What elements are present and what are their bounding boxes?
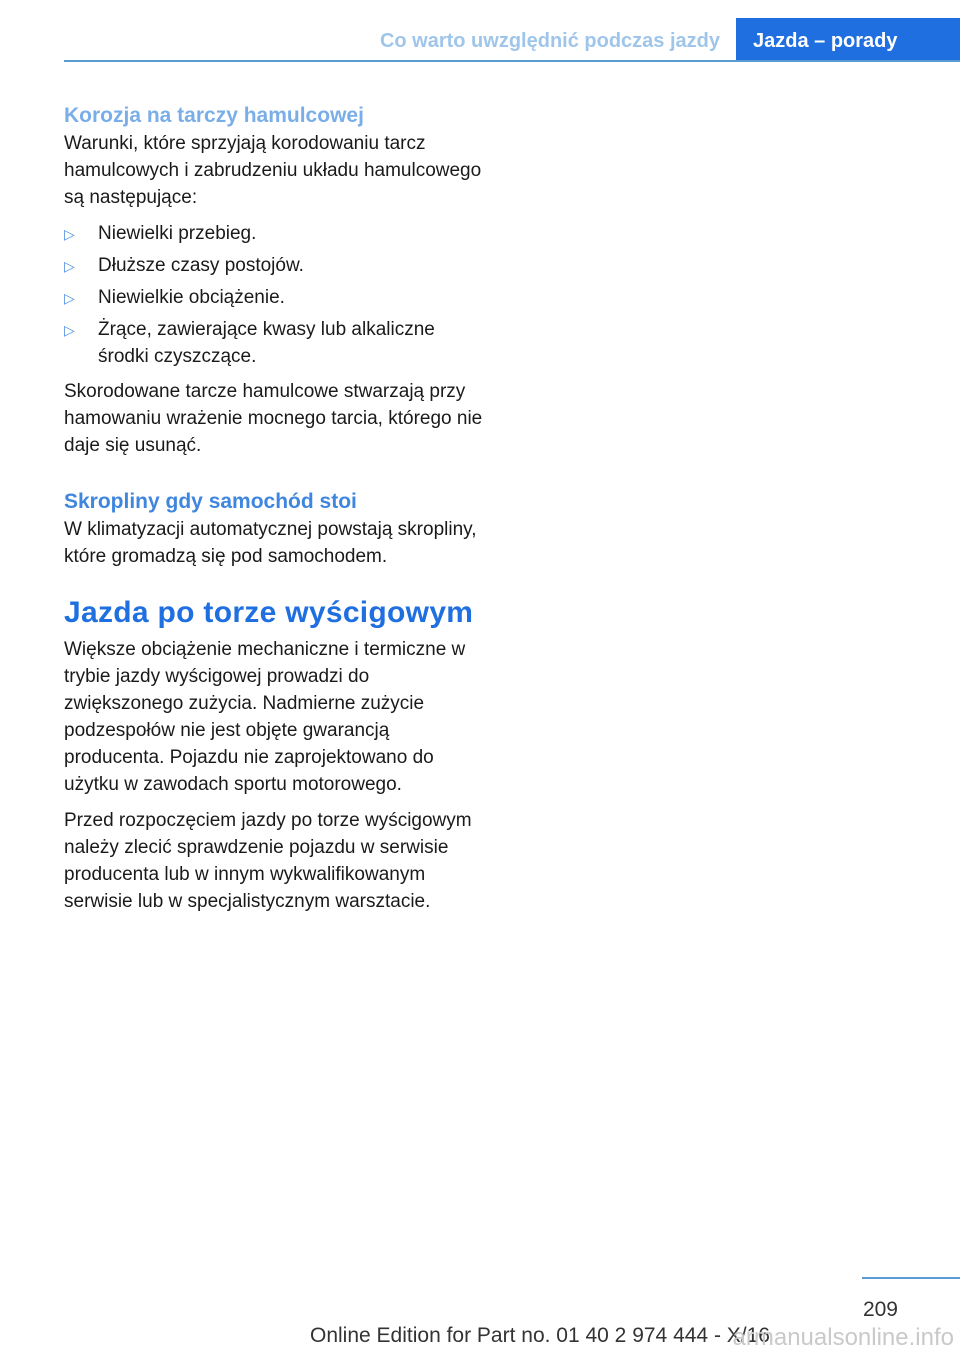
list-item: ▷ Niewielki przebieg. [64,220,484,247]
paragraph-brake-intro: Warunki, które sprzyjają korodowaniu tarcz hamulcowych i zabrudzeniu układu hamulcowego są następujące: [64,133,482,208]
heading-condensation: Skropliny gdy samochód stoi [64,490,357,513]
paragraph-race-track-2: Przed rozpoczęciem jazdy po torze wyścigowym należy zlecić sprawdzenie pojazdu w serwisie producenta lub w innym wykwalifikowanym serwisie lub w specjalistycznym warsztacie. [64,810,472,912]
page-header [0,0,960,62]
section-tab: Jazda – porady [736,18,960,60]
header-rule [64,60,960,62]
chapter-title: Co warto uwzględnić podczas jazdy [379,30,720,52]
triangle-right-icon: ▷ [64,258,75,274]
paragraph-brake-outro: Skorodowane tarcze hamulcowe stwarzają przy hamowaniu wrażenie mocnego tarcia, którego nie daje się usunąć. [64,381,483,456]
edition-note: Online Edition for Part no. 01 40 2 974 444 - X/16 [310,1324,770,1347]
watermark: armanualsonline.info [732,1324,954,1351]
list-item: ▷ Dłuższe czasy postojów. [64,252,484,279]
heading-brake-corrosion: Korozja na tarczy hamulcowej [64,104,364,127]
list-item: ▷ Niewielkie obciążenie. [64,284,484,311]
page-number: 209 [862,1298,898,1321]
page-content [64,100,484,924]
page-footer [0,1272,960,1362]
bullet-list [64,220,484,370]
triangle-right-icon: ▷ [64,226,75,242]
triangle-right-icon: ▷ [64,322,75,338]
triangle-right-icon: ▷ [64,290,75,306]
paragraph-race-track-1: Większe obciążenie mechaniczne i termiczne w trybie jazdy wyścigowej prowadzi do zwiększonego zużycia. Nadmierne zużycie podzespołów nie jest objęte gwarancją producenta. Pojazdu nie zaprojektowano do użytku w zawodach sportu motorowego. [64,639,466,795]
footer-rule [862,1277,960,1279]
paragraph-condensation: W klimatyzacji automatycznej powstają skropliny, które gromadzą się pod samochodem. [64,519,477,567]
heading-race-track: Jazda po torze wyścigowym [64,596,474,629]
list-item: ▷ Żrące, zawierające kwasy lub alkaliczne środki czyszczące. [64,319,435,367]
